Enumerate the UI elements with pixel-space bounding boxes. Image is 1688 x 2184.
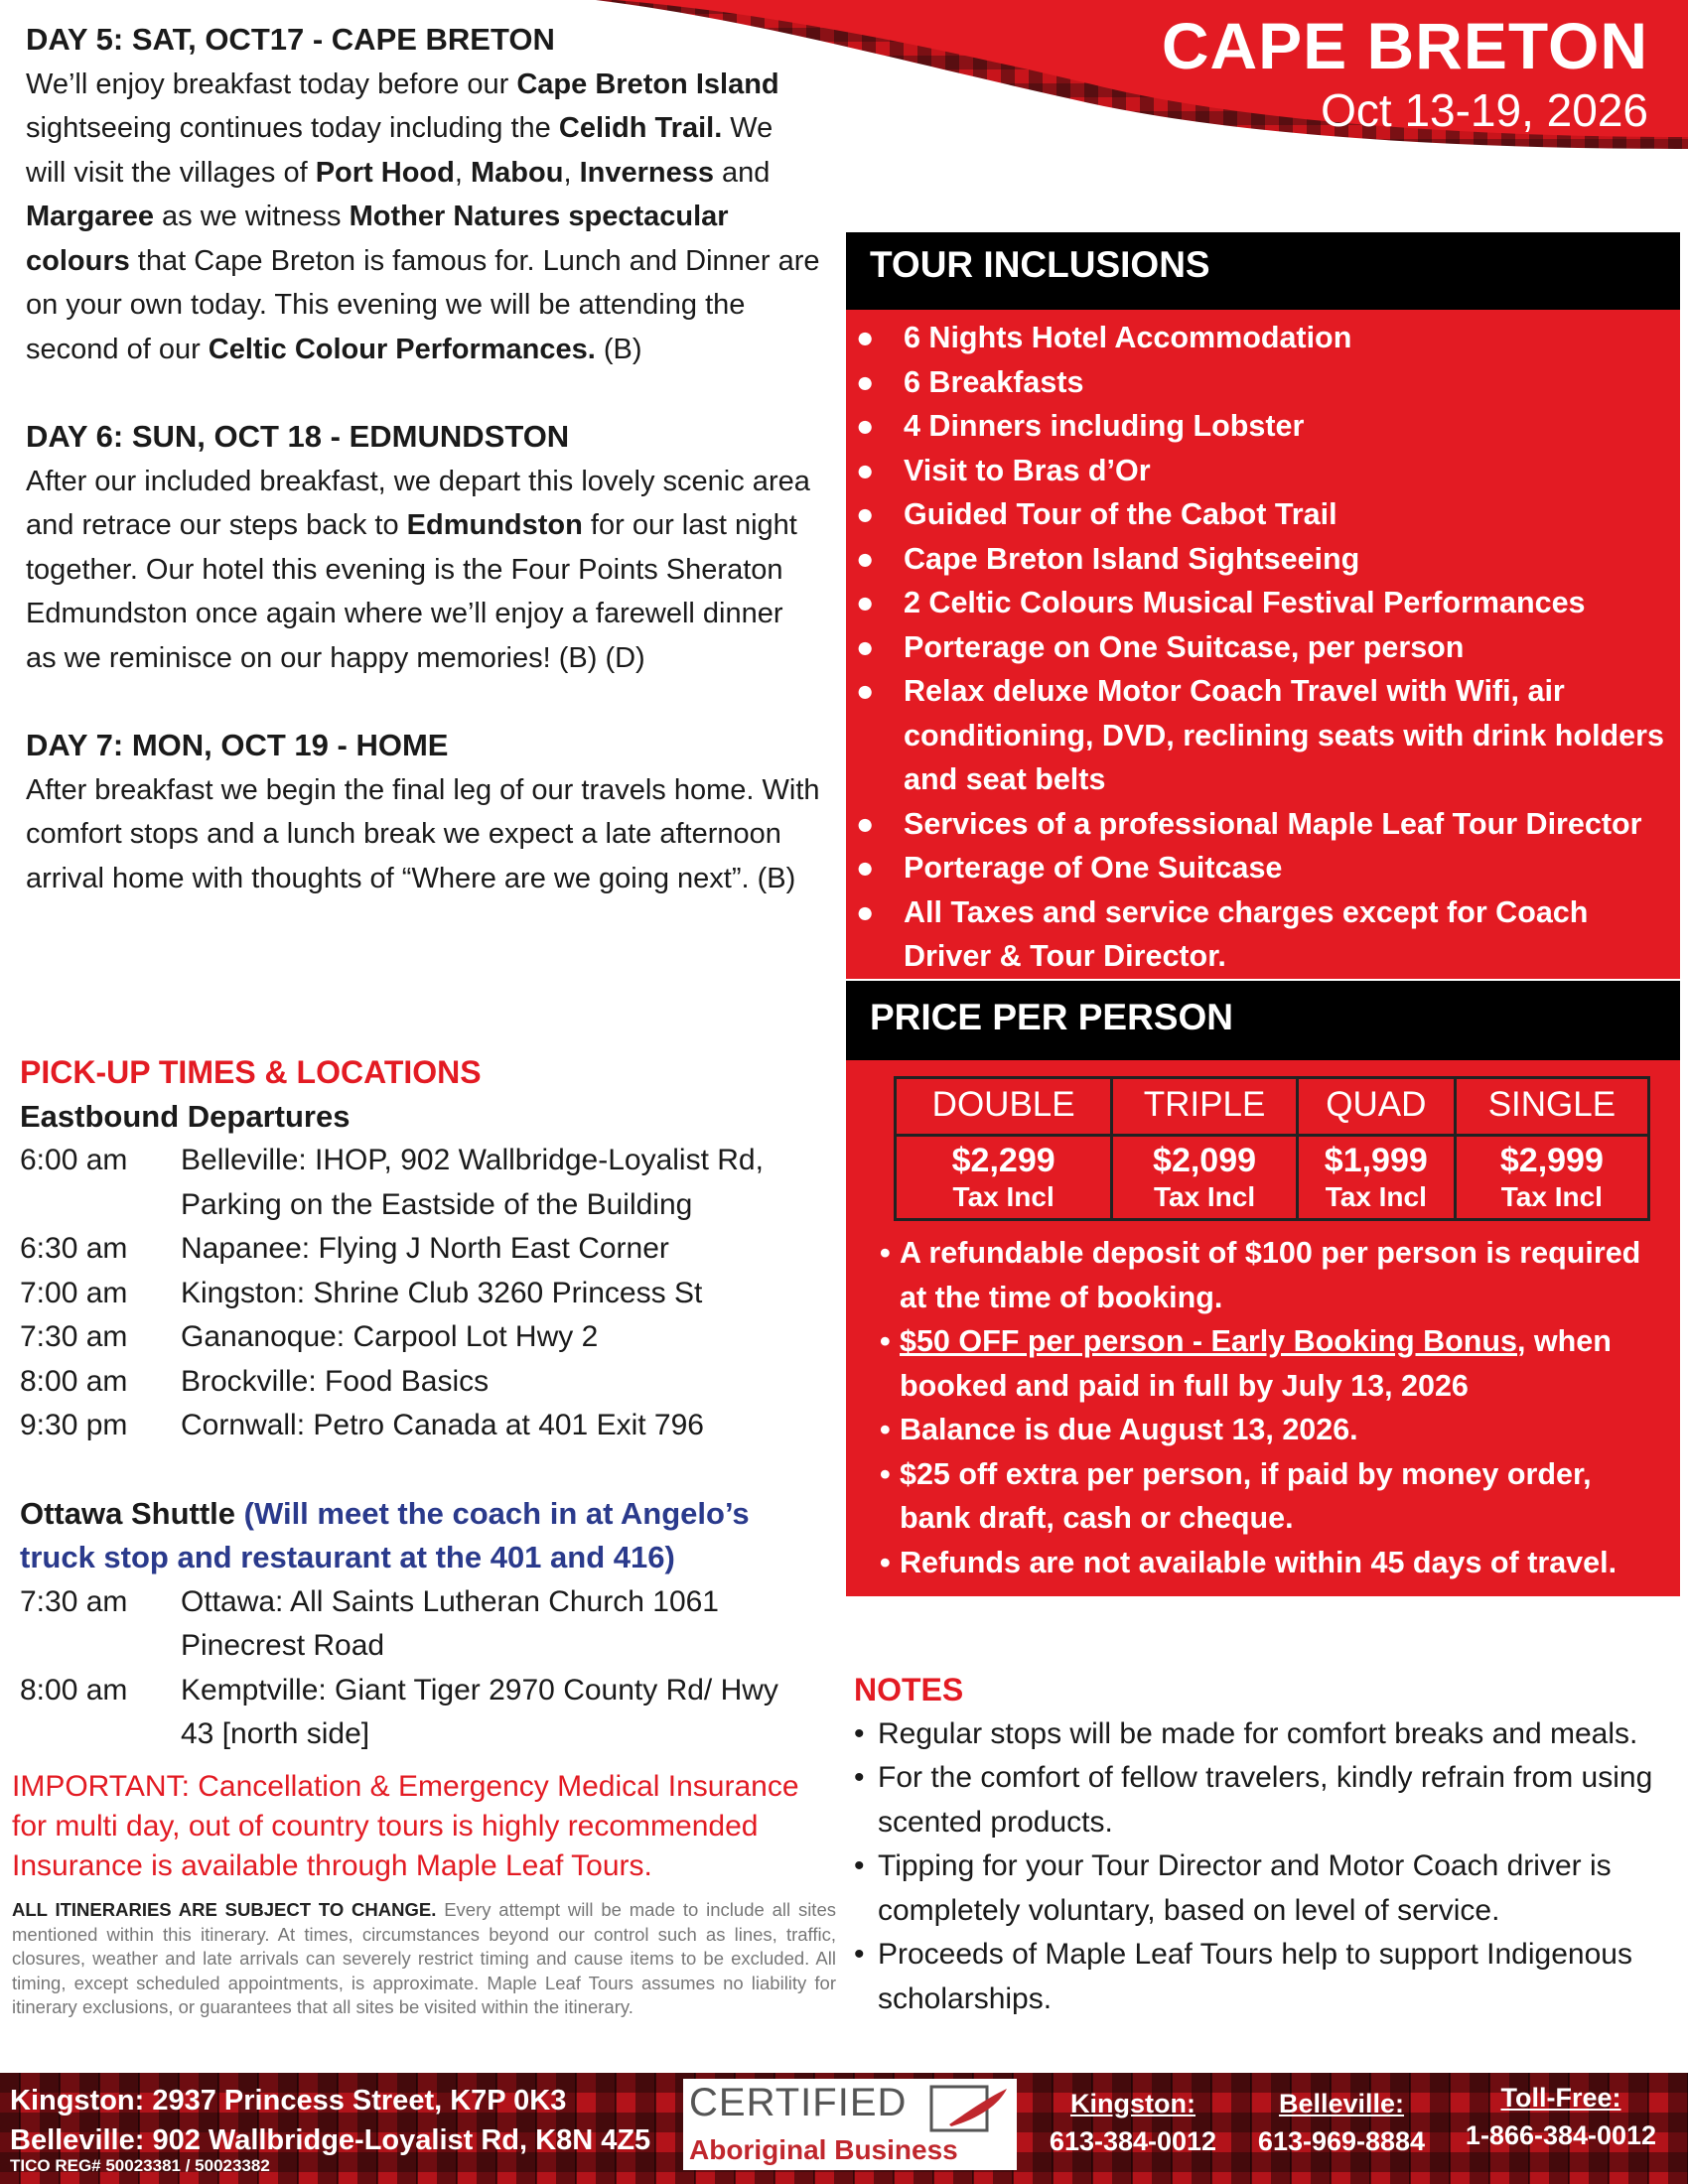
tour-dates: Oct 13-19, 2026 (1321, 84, 1648, 136)
list-item: • Proceeds of Maple Leaf Tours help to support Indigenous scholarships. (854, 1938, 1632, 2015)
price-col-header: TRIPLE (1112, 1078, 1298, 1136)
list-item: ● 4 Dinners including Lobster (856, 409, 1305, 443)
price-table (894, 1076, 1650, 1221)
inclusions-list (856, 316, 1672, 979)
day7-heading: DAY 7: MON, OCT 19 - HOME (26, 728, 449, 762)
list-item: • Tipping for your Tour Director and Motor Coach driver is completely voluntary, based on level of service. (854, 1849, 1612, 1927)
list-item: ● Porterage of One Suitcase (856, 851, 1283, 885)
list-item: ● Services of a professional Maple Leaf Tour Director (856, 806, 1642, 841)
list-item: ● Visit to Bras d’Or (856, 453, 1151, 487)
list-item: • Regular stops will be made for comfort breaks and meals. (854, 1716, 1638, 1750)
belleville-address: Belleville: 902 Wallbridge-Loyalist Rd, K8N 4Z5 (10, 2124, 651, 2156)
belleville-phone: Belleville: 613-969-8884 (1257, 2089, 1426, 2156)
price-cell: $2,099 Tax Incl (1112, 1135, 1298, 1219)
kingston-phone: Kingston: 613-384-0012 (1049, 2089, 1217, 2156)
shuttle-row: 7:30 am Ottawa: All Saints Lutheran Church 1061 Pinecrest Road (20, 1584, 719, 1662)
list-item: ● 6 Breakfasts (856, 364, 1084, 399)
price-col-header: DOUBLE (896, 1078, 1112, 1136)
price-col-header: QUAD (1297, 1078, 1455, 1136)
feather-icon (929, 2085, 1009, 2134)
pickup-row: 8:00 am Brockville: Food Basics (20, 1364, 490, 1398)
list-item: ● All Taxes and service charges except for Coach Driver & Tour Director. (856, 894, 1589, 973)
pickup-row: 6:00 am Belleville: IHOP, 902 Wallbridge-Loyalist Rd, Parking on the Eastside of the Building (20, 1144, 764, 1221)
table-row (896, 1078, 1649, 1136)
list-item: ● 6 Nights Hotel Accommodation (856, 321, 1352, 354)
pickup-row: 7:30 am Gananoque: Carpool Lot Hwy 2 (20, 1320, 599, 1353)
day6-heading: DAY 6: SUN, OCT 18 - EDMUNDSTON (26, 419, 570, 454)
day5-text: We’ll enjoy breakfast today before our Cape Breton Island sightseeing continues today including the Celidh Trail. We will visit the villages of Port Hood, Mabou, Inverness and Margaree as we witness Mother Natures spectacular colours that Cape Breton is famous for. Lunch and Dinner are on your own today. This evening we will be attending the second of our Celtic Colour Performances. (B) (26, 68, 820, 365)
certified-label: CERTIFIED (689, 2081, 908, 2124)
list-item: ● Relax deluxe Motor Coach Travel with Wifi, air conditioning, DVD, reclining seats with drink holders and seat belts (856, 674, 1664, 796)
table-row (896, 1135, 1649, 1219)
list-item: • A refundable deposit of $100 per person is required at the time of booking. (880, 1236, 1641, 1314)
list-item: • Refunds are not available within 45 days of travel. (880, 1545, 1618, 1579)
price-cell: $2,299 Tax Incl (896, 1135, 1112, 1219)
pickup-section (20, 1050, 814, 1757)
list-item: ● 2 Celtic Colours Musical Festival Performances (856, 586, 1586, 619)
pickup-row: 6:30 am Napanee: Flying J North East Corner (20, 1232, 669, 1265)
aboriginal-business-label: Aboriginal Business (689, 2134, 958, 2165)
shuttle-row: 8:00 am Kemptville: Giant Tiger 2970 County Rd/ Hwy 43 [north side] (20, 1673, 778, 1750)
day6-text: After our included breakfast, we depart this lovely scenic area and retrace our steps back to Edmundston for our last night together. Our hotel this evening is the Four Points Sheraton Edmundston once again where we’ll enjoy a farewell dinner as we reminisce on our happy memories! (B) (D) (26, 465, 810, 674)
pickup-row: 9:30 pm Cornwall: Petro Canada at 401 Exit 796 (20, 1409, 704, 1441)
kingston-address: Kingston: 2937 Princess Street, K7P 0K3 (10, 2085, 567, 2116)
itinerary (26, 18, 820, 944)
list-item: • Balance is due August 13, 2026. (880, 1413, 1358, 1446)
office-addresses (10, 2081, 650, 2160)
eastbound-heading: Eastbound Departures (20, 1098, 351, 1134)
price-heading: PRICE PER PERSON (870, 997, 1233, 1037)
list-item: • $50 OFF per person - Early Booking Bonus, when booked and paid in full by July 13, 2026 (880, 1324, 1612, 1403)
price-cell: $1,999 Tax Incl (1297, 1135, 1455, 1219)
list-item: • $25 off extra per person, if paid by money order, bank draft, cash or cheque. (880, 1456, 1592, 1535)
tollfree-phone: Toll-Free: 1-866-384-0012 (1465, 2083, 1657, 2150)
shuttle-note: (Will meet the coach in at Angelo’s truck stop and restaurant at the 401 and 416) (20, 1495, 750, 1574)
list-item: ● Cape Breton Island Sightseeing (856, 541, 1360, 576)
price-col-header: SINGLE (1455, 1078, 1648, 1136)
price-cell: $2,999 Tax Incl (1455, 1135, 1648, 1219)
tico-registration: TICO REG# 50023381 / 50023382 (10, 2156, 270, 2175)
list-item: ● Porterage on One Suitcase, per person (856, 629, 1465, 664)
notes-section (854, 1668, 1668, 2021)
day5-heading: DAY 5: SAT, OCT17 - CAPE BRETON (26, 22, 555, 57)
insurance-notice: IMPORTANT: Cancellation & Emergency Medical Insurance for multi day, out of country tours is highly recommended Insurance is available through Maple Leaf Tours. (12, 1770, 799, 1882)
day7-text: After breakfast we begin the final leg of our travels home. With comfort stops and a lunch break we expect a late afternoon arrival home with thoughts of “Where are we going next”. (B) (26, 773, 820, 894)
inclusions-heading: TOUR INCLUSIONS (870, 244, 1210, 285)
list-item: • For the comfort of fellow travelers, kindly refrain from using scented products. (854, 1761, 1653, 1839)
pickup-list (20, 1139, 814, 1448)
notes-list (854, 1712, 1668, 2022)
pickup-row: 7:00 am Kingston: Shrine Club 3260 Princess St (20, 1276, 703, 1309)
price-notes (880, 1231, 1664, 1584)
page-title: CAPE BRETON (1161, 9, 1648, 82)
list-item: ● Guided Tour of the Cabot Trail (856, 497, 1337, 531)
ottawa-shuttle-heading: Ottawa Shuttle (Will meet the coach in at Angelo’s truck stop and restaurant at the 401 and 416) (20, 1495, 750, 1574)
pickup-heading: PICK-UP TIMES & LOCATIONS (20, 1054, 482, 1090)
notes-heading: NOTES (854, 1672, 964, 1707)
itinerary-disclaimer: ALL ITINERARIES ARE SUBJECT TO CHANGE. Every attempt will be made to include all sites mentioned within this itinerary. At times, circumstances beyond our control such as lines, traffic, closures, weather and late arrivals can severely restrict timing and cause items to be excluded. All timing, except scheduled appointments, is approximate. Maple Leaf Tours assumes no liability for itinerary exclusions, or guarantees that all sites be visited within the itinerary. (12, 1899, 836, 2017)
